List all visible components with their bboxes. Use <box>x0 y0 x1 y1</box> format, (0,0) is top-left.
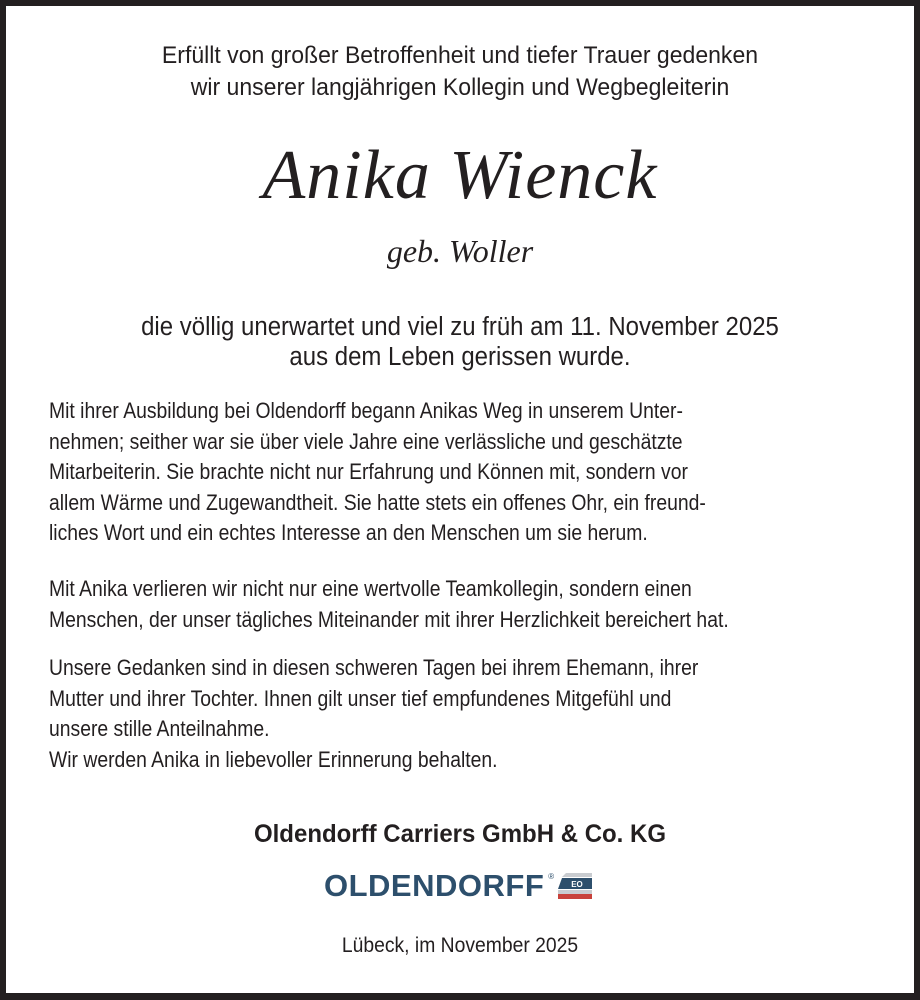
paragraph-line: Mutter und ihrer Tochter. Ihnen gilt unser tief empfundenes Mitgefühl und <box>49 685 672 711</box>
paragraph-line: Unsere Gedanken sind in diesen schweren Tagen bei ihrem Ehemann, ihrer <box>49 655 699 680</box>
paragraph-career <box>49 396 763 549</box>
paragraph-line: liches Wort und ein echtes Interesse an den Menschen um sie herum. <box>49 520 648 545</box>
intro-text <box>33 40 887 104</box>
paragraph-line: Mitarbeiterin. Sie brachte nicht nur Erfahrung und Können mit, sondern vor <box>49 459 688 484</box>
registered-mark: ® <box>548 872 555 881</box>
death-notice <box>33 312 887 372</box>
birth-name: geb. Woller <box>386 233 534 269</box>
paragraph-line: Menschen, der unser tägliches Miteinander mit ihrer Herzlichkeit bereichert hat. <box>49 606 729 632</box>
paragraph-line: Mit Anika verlieren wir nicht nur eine wertvolle Teamkollegin, sondern einen <box>49 576 692 601</box>
deceased-name: Anika Wienck <box>262 137 658 214</box>
death-line: die völlig unerwartet und viel zu früh am 11. November 2025 <box>141 313 779 341</box>
company-name: Oldendorff Carriers GmbH & Co. KG <box>253 820 667 848</box>
paragraph-condolences <box>49 653 763 775</box>
intro-line: wir unserer langjährigen Kollegin und Wegbegleiterin <box>190 74 730 101</box>
paragraph-line: nehmen; seither war sie über viele Jahre eine verlässliche und geschätzte <box>49 428 683 454</box>
obituary-notice <box>6 6 914 993</box>
svg-text:EO: EO <box>571 880 583 889</box>
place-and-date: Lübeck, im November 2025 <box>341 934 579 957</box>
paragraph-loss <box>49 574 763 635</box>
paragraph-line: unsere stille Anteilnahme. <box>49 716 270 741</box>
death-line: aus dem Leben gerissen wurde. <box>289 343 631 371</box>
company-logo <box>324 868 592 904</box>
paragraph-line: allem Wärme und Zugewandtheit. Sie hatte stets ein offenes Ohr, ein freund- <box>49 489 706 515</box>
logo-wordmark: OLDENDORFF <box>324 868 545 903</box>
paragraph-line: Mit ihrer Ausbildung bei Oldendorff begann Anikas Weg in unserem Unter- <box>49 398 683 423</box>
paragraph-line: Wir werden Anika in liebevoller Erinnerung behalten. <box>49 746 498 772</box>
intro-line: Erfüllt von großer Betroffenheit und tiefer Trauer gedenken <box>161 42 759 69</box>
oldendorff-flag-logo-icon <box>558 873 592 899</box>
